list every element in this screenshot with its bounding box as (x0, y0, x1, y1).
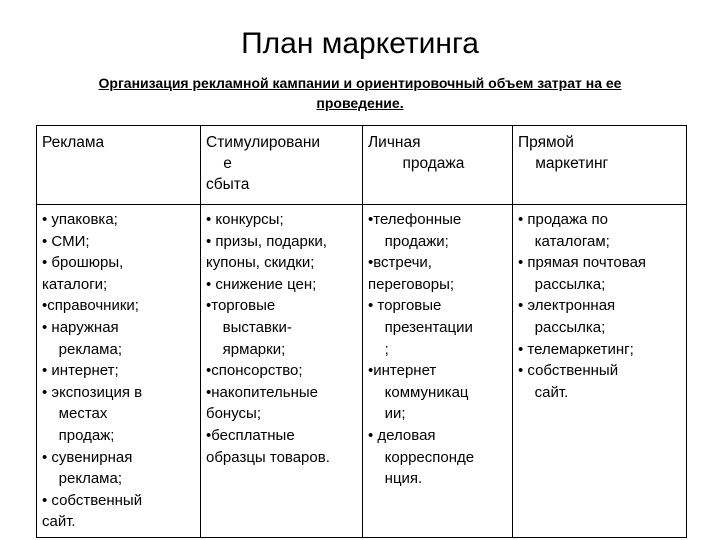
list-item: •телефонные (368, 211, 462, 228)
list-item: сайт. (42, 513, 76, 531)
list-item: рассылка; (518, 318, 606, 336)
subtitle-line: проведение. (316, 95, 404, 111)
list-item: • деловая (368, 426, 436, 444)
list-item: • телемаркетинг; (518, 340, 634, 358)
list-item: переговоры; (368, 275, 455, 293)
list-item: •спонсорство; (206, 362, 303, 380)
list-item: корреспонде (368, 448, 475, 466)
list-item: выставки- (206, 318, 292, 336)
list-item: •интернет (368, 362, 437, 380)
slide-title: План маркетинга (241, 27, 479, 60)
header-line: маркетинг (518, 155, 609, 172)
list-item: •справочники; (42, 297, 139, 315)
list-item: • конкурсы; (206, 211, 284, 228)
list-item: • СМИ; (42, 232, 90, 250)
list-item: • собственный (42, 491, 143, 509)
header-line: продажа (368, 155, 465, 172)
list-item: ии; (368, 405, 406, 423)
list-item: каталогам; (518, 232, 610, 250)
slide-subtitle (50, 73, 670, 113)
list-item: презентации (368, 318, 473, 336)
list-item: местах (42, 405, 108, 423)
header-sales-promotion (201, 126, 363, 205)
cell-sales-promotion (201, 205, 363, 538)
header-advertising (37, 126, 201, 205)
subtitle-line: Организация рекламной кампании и ориентировочный объем затрат на ее (98, 75, 622, 91)
list-item: • призы, подарки, (206, 232, 327, 250)
list-item: продажи; (368, 232, 449, 250)
header-line: Личная (368, 134, 421, 151)
list-item: • прямая почтовая (518, 254, 647, 272)
header-personal-selling (363, 126, 513, 205)
list-item: • снижение цен; (206, 275, 317, 293)
list-item: • экспозиция в (42, 383, 143, 401)
list-item: образцы товаров. (206, 448, 330, 466)
list-item: •торговые (206, 297, 276, 315)
header-line: е (206, 155, 232, 172)
list-item: • сувенирная (42, 448, 133, 466)
list-item: продаж; (42, 426, 115, 444)
list-item: рассылка; (518, 275, 606, 293)
cell-personal-selling (363, 205, 513, 538)
header-line: Стимулировани (206, 134, 321, 151)
cell-advertising (37, 205, 201, 538)
list-item: • брошюры, (42, 254, 124, 272)
list-item: • продажа по (518, 211, 608, 228)
list-item: • упаковка; (42, 211, 118, 228)
list-item: • собственный (518, 362, 619, 380)
list-item: каталоги; (42, 275, 108, 293)
list-item: нция. (368, 470, 423, 488)
list-item: • торговые (368, 297, 442, 315)
table-header-row (37, 126, 687, 205)
cell-direct-marketing (513, 205, 687, 538)
list-item: сайт. (518, 383, 569, 401)
list-item: реклама; (42, 340, 123, 358)
list-item: реклама; (42, 470, 123, 488)
list-item: коммуникац (368, 383, 469, 401)
list-item: •встречи, (368, 254, 432, 272)
list-item: ; (368, 340, 389, 358)
header-line: Реклама (42, 134, 105, 151)
marketing-plan-table (36, 125, 687, 538)
header-line: Прямой (518, 134, 574, 151)
header-line: сбыта (206, 176, 250, 193)
list-item: ярмарки; (206, 340, 286, 358)
list-item: бонусы; (206, 405, 261, 423)
list-item: •накопительные (206, 383, 318, 401)
list-item: • наружная (42, 318, 119, 336)
table-body-row (37, 205, 687, 538)
list-item: •бесплатные (206, 426, 295, 444)
list-item: • интернет; (42, 362, 119, 380)
list-item: • электронная (518, 297, 616, 315)
header-direct-marketing (513, 126, 687, 205)
list-item: купоны, скидки; (206, 254, 315, 272)
